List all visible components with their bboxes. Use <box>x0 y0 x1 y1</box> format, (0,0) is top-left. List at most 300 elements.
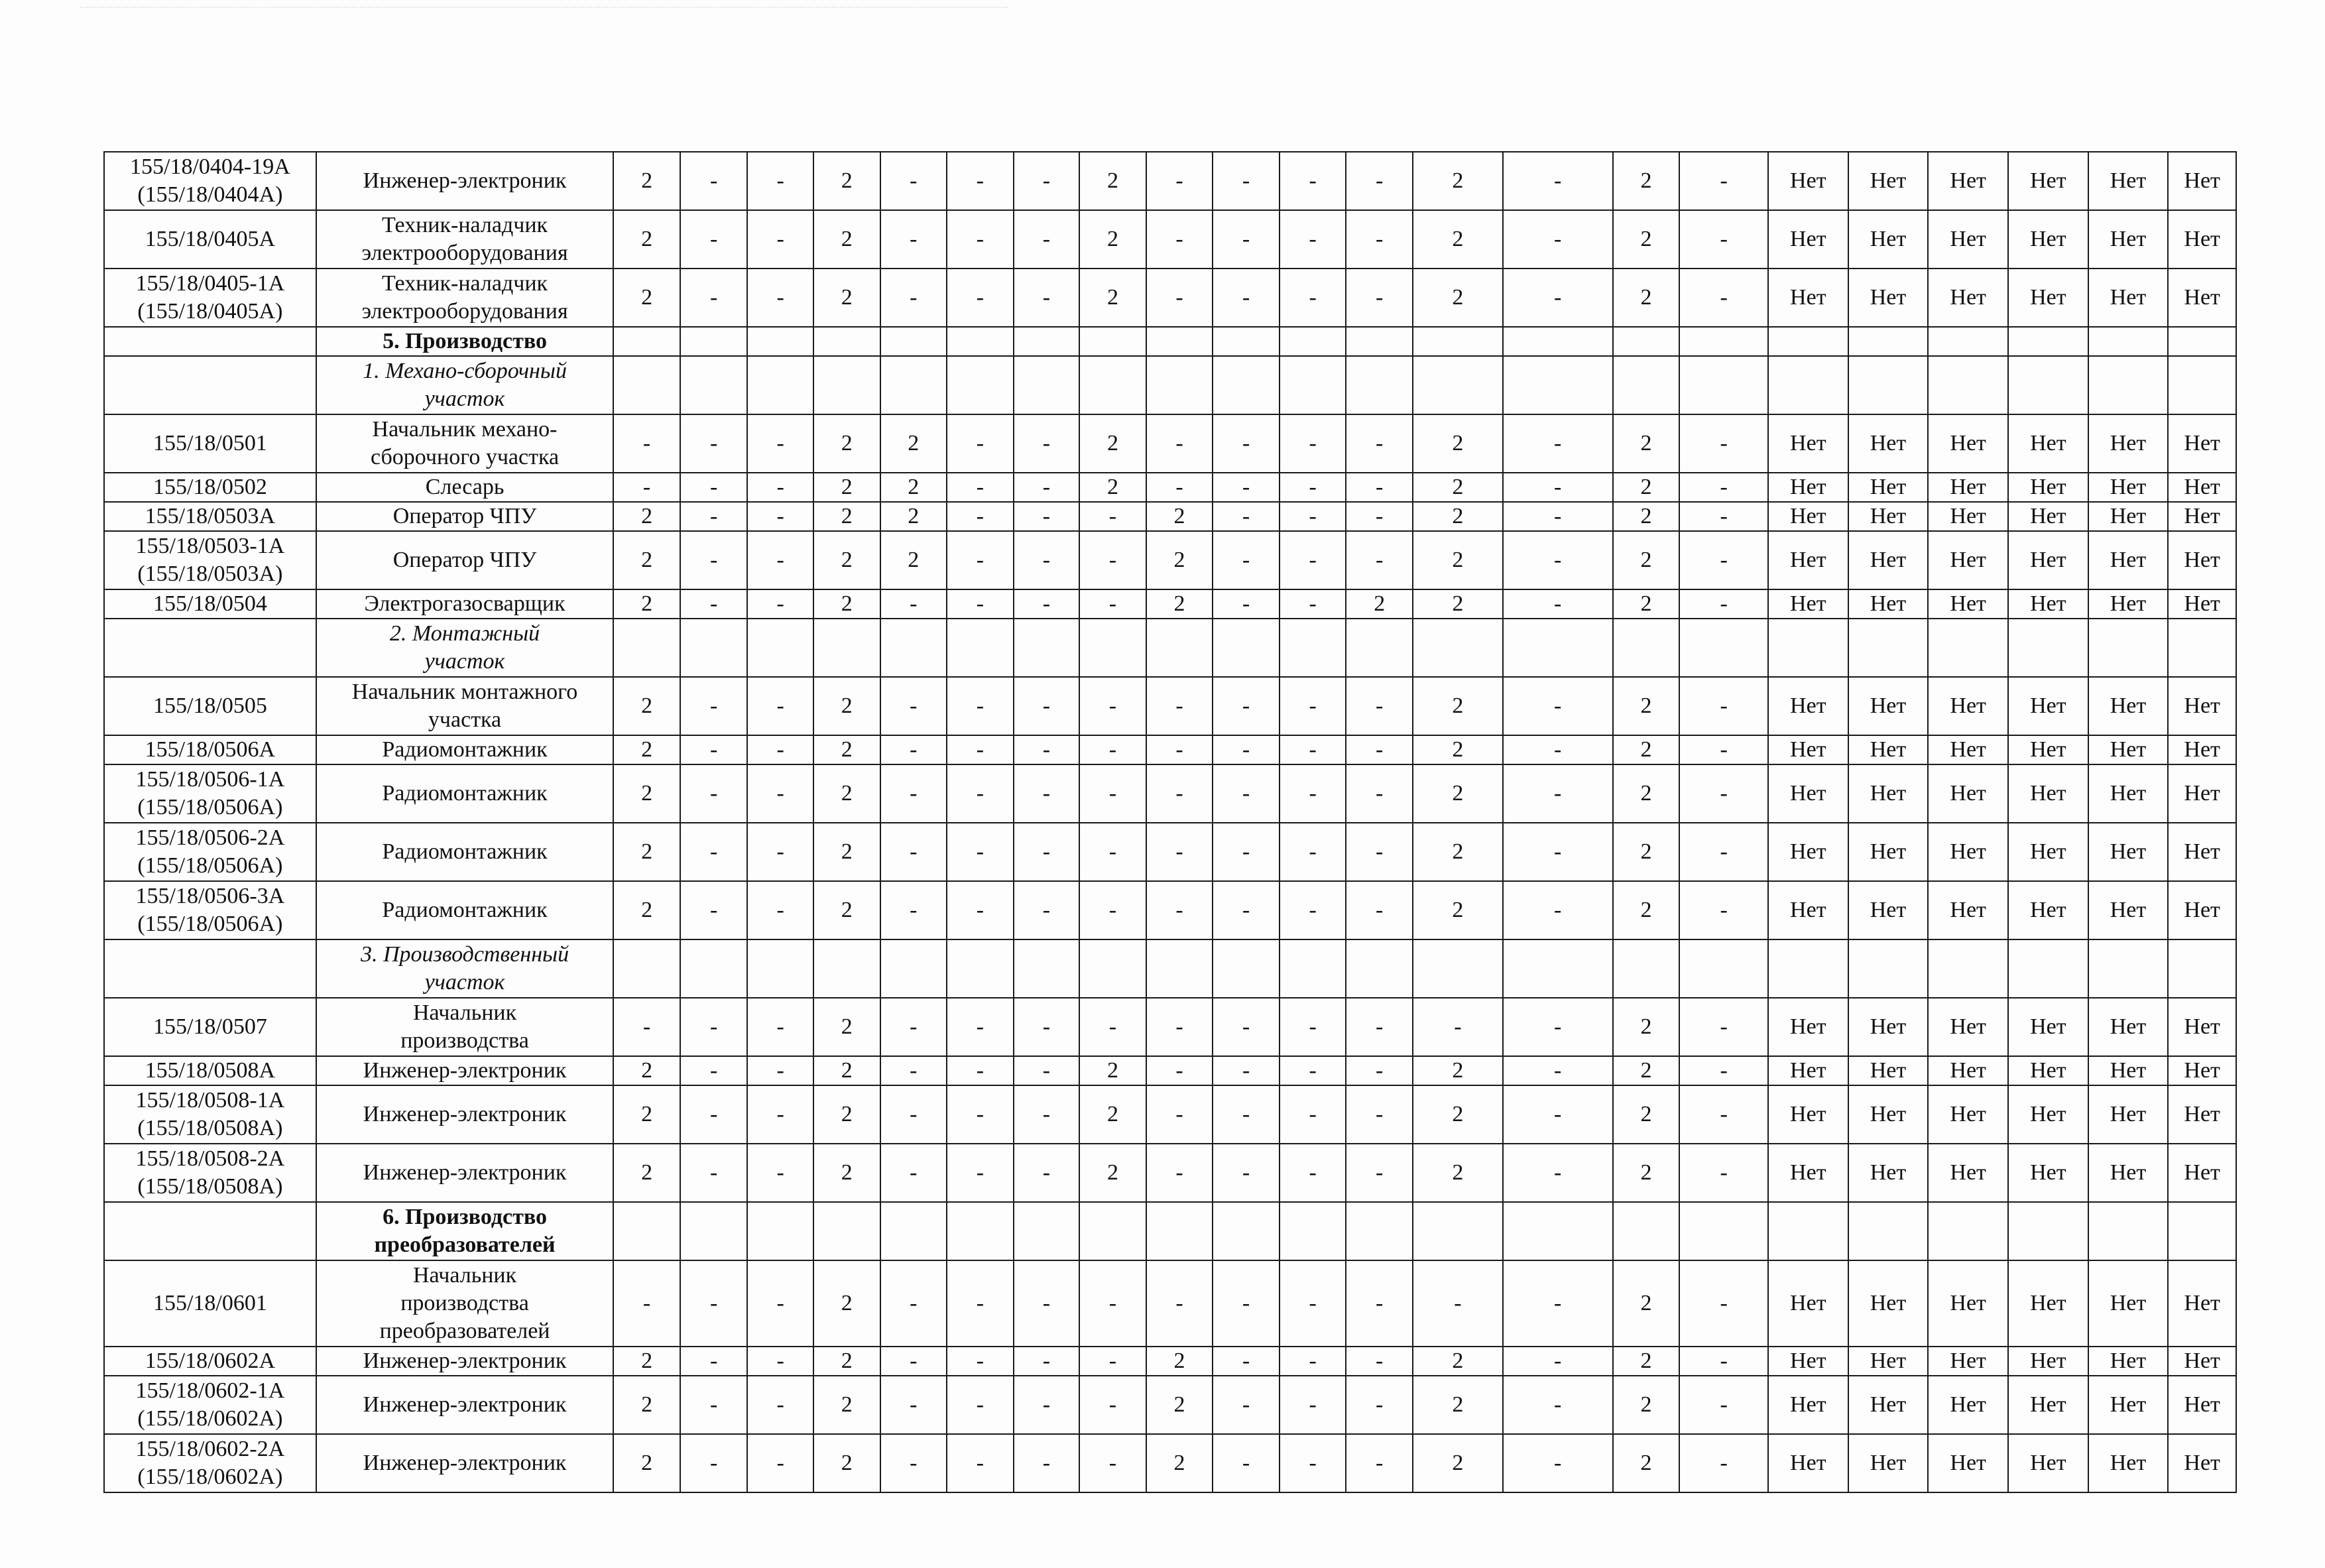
yes-no-cell: Нет <box>1768 210 1848 269</box>
class-value-cell: 2 <box>1413 1434 1503 1492</box>
class-value-cell: 2 <box>813 414 880 473</box>
yes-no-cell: Нет <box>2008 1434 2088 1492</box>
class-value-cell: - <box>947 1434 1014 1492</box>
class-value-cell: - <box>1346 881 1413 939</box>
class-value-cell: - <box>747 881 813 939</box>
position-cell: Инженер-электроник <box>316 1144 614 1202</box>
class-value-cell: 2 <box>613 1347 680 1376</box>
class-value-cell: - <box>680 531 748 589</box>
class-value-cell: - <box>747 735 813 764</box>
yes-no-cell: Нет <box>2168 881 2236 939</box>
empty-cell <box>947 327 1014 356</box>
class-value-cell: 2 <box>813 881 880 939</box>
yes-no-cell: Нет <box>1768 1260 1848 1347</box>
empty-cell <box>1848 356 1929 414</box>
class-value-cell: - <box>747 531 813 589</box>
class-value-cell: 2 <box>1079 473 1146 502</box>
class-value-cell: - <box>947 1056 1014 1085</box>
class-value-cell: - <box>1346 414 1413 473</box>
section-heading: 5. Производство <box>316 327 614 356</box>
yes-no-cell: Нет <box>2088 1085 2169 1144</box>
yes-no-cell: Нет <box>1768 589 1848 619</box>
table-row <box>104 269 2236 327</box>
empty-cell <box>1503 327 1613 356</box>
position-cell: Начальник механо- сборочного участка <box>316 414 614 473</box>
yes-no-cell: Нет <box>1928 1144 2008 1202</box>
class-value-cell: - <box>1503 589 1613 619</box>
empty-cell <box>1213 327 1280 356</box>
empty-cell <box>2088 327 2169 356</box>
yes-no-cell: Нет <box>1928 210 2008 269</box>
class-value-cell: - <box>680 735 748 764</box>
class-value-cell: - <box>1679 414 1768 473</box>
yes-no-cell: Нет <box>2008 764 2088 823</box>
class-value-cell: - <box>1503 764 1613 823</box>
class-value-cell: - <box>1503 677 1613 735</box>
class-value-cell: - <box>880 210 947 269</box>
yes-no-cell: Нет <box>2008 473 2088 502</box>
class-value-cell: 2 <box>1079 210 1146 269</box>
empty-cell <box>2168 619 2236 677</box>
class-value-cell: - <box>1014 1056 1080 1085</box>
yes-no-cell: Нет <box>1848 764 1929 823</box>
empty-cell <box>880 619 947 677</box>
empty-cell <box>2168 356 2236 414</box>
class-value-cell: - <box>1346 735 1413 764</box>
position-cell: Инженер-электроник <box>316 1085 614 1144</box>
workplace-code-cell: 155/18/0502 <box>104 473 316 502</box>
empty-cell <box>2088 939 2169 998</box>
empty-cell <box>1213 939 1280 998</box>
yes-no-cell: Нет <box>1928 998 2008 1056</box>
class-value-cell: - <box>1280 1085 1346 1144</box>
workplace-code-cell: 155/18/0506-1А (155/18/0506А) <box>104 764 316 823</box>
table-row <box>104 1434 2236 1492</box>
yes-no-cell: Нет <box>2088 1376 2169 1434</box>
empty-cell <box>1280 939 1346 998</box>
empty-cell <box>680 1202 748 1260</box>
class-value-cell: 2 <box>613 677 680 735</box>
yes-no-cell: Нет <box>1768 152 1848 210</box>
class-value-cell: - <box>1679 589 1768 619</box>
class-value-cell: - <box>1146 764 1213 823</box>
class-value-cell: - <box>880 998 947 1056</box>
class-value-cell: 2 <box>613 152 680 210</box>
class-value-cell: - <box>1346 1376 1413 1434</box>
class-value-cell: - <box>1503 1376 1613 1434</box>
yes-no-cell: Нет <box>1928 1434 2008 1492</box>
class-value-cell: 2 <box>1079 1144 1146 1202</box>
class-value-cell: - <box>947 1260 1014 1347</box>
class-value-cell: - <box>1146 473 1213 502</box>
class-value-cell: 2 <box>813 269 880 327</box>
yes-no-cell: Нет <box>2088 881 2169 939</box>
class-value-cell: - <box>1213 531 1280 589</box>
class-value-cell: 2 <box>1413 414 1503 473</box>
empty-cell <box>813 1202 880 1260</box>
empty-cell <box>2088 619 2169 677</box>
class-value-cell: 2 <box>613 1144 680 1202</box>
empty-cell <box>1146 939 1213 998</box>
class-value-cell: - <box>947 823 1014 881</box>
yes-no-cell: Нет <box>2168 589 2236 619</box>
table-row <box>104 1202 2236 1260</box>
yes-no-cell: Нет <box>1848 1144 1929 1202</box>
position-cell: Инженер-электроник <box>316 152 614 210</box>
yes-no-cell: Нет <box>2008 531 2088 589</box>
yes-no-cell: Нет <box>2008 1056 2088 1085</box>
class-value-cell: - <box>747 1085 813 1144</box>
class-value-cell: 2 <box>1413 764 1503 823</box>
class-value-cell: - <box>880 1260 947 1347</box>
class-value-cell: - <box>1503 531 1613 589</box>
class-value-cell: - <box>1679 1376 1768 1434</box>
empty-cell <box>747 327 813 356</box>
class-value-cell: 2 <box>1346 589 1413 619</box>
class-value-cell: - <box>1280 677 1346 735</box>
class-value-cell: 2 <box>813 998 880 1056</box>
yes-no-cell: Нет <box>2168 735 2236 764</box>
empty-cell <box>813 939 880 998</box>
empty-cell <box>1613 619 1680 677</box>
class-value-cell: - <box>1014 152 1080 210</box>
class-value-cell: - <box>1280 152 1346 210</box>
class-value-cell: - <box>1346 764 1413 823</box>
empty-cell <box>880 356 947 414</box>
empty-cell <box>1213 356 1280 414</box>
table-row <box>104 881 2236 939</box>
class-value-cell: - <box>1280 1347 1346 1376</box>
class-value-cell: - <box>1014 269 1080 327</box>
class-value-cell: 2 <box>813 1347 880 1376</box>
class-value-cell: - <box>1679 152 1768 210</box>
yes-no-cell: Нет <box>2008 735 2088 764</box>
yes-no-cell: Нет <box>2088 1347 2169 1376</box>
class-value-cell: - <box>680 1376 748 1434</box>
class-value-cell: 2 <box>1413 473 1503 502</box>
empty-cell <box>747 939 813 998</box>
class-value-cell: 2 <box>613 210 680 269</box>
class-value-cell: - <box>1280 735 1346 764</box>
class-value-cell: - <box>747 1260 813 1347</box>
class-value-cell: - <box>747 823 813 881</box>
class-value-cell: - <box>1679 998 1768 1056</box>
class-value-cell: - <box>680 881 748 939</box>
class-value-cell: - <box>1213 210 1280 269</box>
empty-cell <box>1213 619 1280 677</box>
class-value-cell: - <box>947 735 1014 764</box>
empty-cell <box>104 939 316 998</box>
class-value-cell: 2 <box>813 735 880 764</box>
table-row <box>104 473 2236 502</box>
class-value-cell: - <box>747 502 813 531</box>
class-value-cell: - <box>1280 881 1346 939</box>
class-value-cell: - <box>1346 1347 1413 1376</box>
subsection-heading: 2. Монтажный участок <box>316 619 614 677</box>
empty-cell <box>1928 356 2008 414</box>
empty-cell <box>2008 619 2088 677</box>
class-value-cell: 2 <box>813 1085 880 1144</box>
empty-cell <box>1014 619 1080 677</box>
yes-no-cell: Нет <box>2168 1347 2236 1376</box>
class-value-cell: - <box>1014 998 1080 1056</box>
class-value-cell: - <box>1213 998 1280 1056</box>
empty-cell <box>1679 327 1768 356</box>
yes-no-cell: Нет <box>2008 677 2088 735</box>
class-value-cell: 2 <box>1613 502 1680 531</box>
class-value-cell: - <box>1346 677 1413 735</box>
class-value-cell: 2 <box>1413 531 1503 589</box>
yes-no-cell: Нет <box>2168 1434 2236 1492</box>
class-value-cell: - <box>1280 764 1346 823</box>
class-value-cell: - <box>680 1260 748 1347</box>
yes-no-cell: Нет <box>1768 473 1848 502</box>
empty-cell <box>1079 327 1146 356</box>
class-value-cell: - <box>1503 1347 1613 1376</box>
yes-no-cell: Нет <box>1848 531 1929 589</box>
class-value-cell: - <box>613 998 680 1056</box>
table-body <box>104 152 2236 1492</box>
yes-no-cell: Нет <box>2168 677 2236 735</box>
empty-cell <box>1014 356 1080 414</box>
empty-cell <box>1679 939 1768 998</box>
class-value-cell: - <box>1346 1144 1413 1202</box>
class-value-cell: 2 <box>1079 269 1146 327</box>
position-cell: Радиомонтажник <box>316 881 614 939</box>
table-row <box>104 619 2236 677</box>
class-value-cell: 2 <box>1079 414 1146 473</box>
class-value-cell: - <box>1503 881 1613 939</box>
empty-cell <box>1079 356 1146 414</box>
empty-cell <box>1079 619 1146 677</box>
workplace-code-cell: 155/18/0508-1А (155/18/0508А) <box>104 1085 316 1144</box>
yes-no-cell: Нет <box>1928 152 2008 210</box>
empty-cell <box>680 356 748 414</box>
yes-no-cell: Нет <box>2008 1085 2088 1144</box>
empty-cell <box>613 327 680 356</box>
class-value-cell: 2 <box>1413 502 1503 531</box>
class-value-cell: - <box>680 210 748 269</box>
empty-cell <box>1613 1202 1680 1260</box>
class-value-cell: - <box>1503 210 1613 269</box>
yes-no-cell: Нет <box>2168 764 2236 823</box>
class-value-cell: - <box>1079 735 1146 764</box>
class-value-cell: 2 <box>613 502 680 531</box>
empty-cell <box>1928 327 2008 356</box>
empty-cell <box>1768 939 1848 998</box>
yes-no-cell: Нет <box>1928 677 2008 735</box>
empty-cell <box>1346 619 1413 677</box>
empty-cell <box>813 327 880 356</box>
class-value-cell: - <box>747 998 813 1056</box>
class-value-cell: - <box>680 764 748 823</box>
class-value-cell: - <box>1346 269 1413 327</box>
empty-cell <box>2168 327 2236 356</box>
class-value-cell: 2 <box>1413 1056 1503 1085</box>
yes-no-cell: Нет <box>1848 473 1929 502</box>
class-value-cell: - <box>1213 1434 1280 1492</box>
position-cell: Оператор ЧПУ <box>316 531 614 589</box>
yes-no-cell: Нет <box>2168 823 2236 881</box>
yes-no-cell: Нет <box>1848 1056 1929 1085</box>
yes-no-cell: Нет <box>1848 998 1929 1056</box>
class-value-cell: - <box>1014 1376 1080 1434</box>
class-value-cell: - <box>1280 210 1346 269</box>
empty-cell <box>1213 1202 1280 1260</box>
yes-no-cell: Нет <box>2168 531 2236 589</box>
empty-cell <box>947 356 1014 414</box>
empty-cell <box>613 939 680 998</box>
class-value-cell: - <box>680 823 748 881</box>
class-value-cell: - <box>1213 269 1280 327</box>
class-value-cell: - <box>1503 1085 1613 1144</box>
empty-cell <box>1768 619 1848 677</box>
class-value-cell: - <box>747 152 813 210</box>
yes-no-cell: Нет <box>2088 1056 2169 1085</box>
yes-no-cell: Нет <box>1768 881 1848 939</box>
class-value-cell: - <box>1014 764 1080 823</box>
empty-cell <box>1014 1202 1080 1260</box>
table-row <box>104 502 2236 531</box>
yes-no-cell: Нет <box>2088 998 2169 1056</box>
class-value-cell: - <box>1280 531 1346 589</box>
yes-no-cell: Нет <box>2168 269 2236 327</box>
position-cell: Инженер-электроник <box>316 1347 614 1376</box>
workplace-code-cell: 155/18/0504 <box>104 589 316 619</box>
class-value-cell: - <box>880 677 947 735</box>
position-cell: Радиомонтажник <box>316 823 614 881</box>
yes-no-cell: Нет <box>2088 764 2169 823</box>
class-value-cell: 2 <box>1413 269 1503 327</box>
table-row <box>104 677 2236 735</box>
class-value-cell: 2 <box>1613 1260 1680 1347</box>
class-value-cell: - <box>947 1347 1014 1376</box>
class-value-cell: - <box>1213 589 1280 619</box>
class-value-cell: - <box>1679 735 1768 764</box>
table-row <box>104 210 2236 269</box>
table-row <box>104 823 2236 881</box>
class-value-cell: 2 <box>613 531 680 589</box>
class-value-cell: - <box>1280 502 1346 531</box>
empty-cell <box>2088 356 2169 414</box>
class-value-cell: 2 <box>880 502 947 531</box>
class-value-cell: - <box>1503 735 1613 764</box>
class-value-cell: - <box>1079 531 1146 589</box>
class-value-cell: 2 <box>1079 1056 1146 1085</box>
class-value-cell: - <box>1503 473 1613 502</box>
class-value-cell: 2 <box>1413 823 1503 881</box>
yes-no-cell: Нет <box>1848 823 1929 881</box>
class-value-cell: 2 <box>1613 210 1680 269</box>
yes-no-cell: Нет <box>2008 414 2088 473</box>
class-value-cell: - <box>947 998 1014 1056</box>
class-value-cell: 2 <box>1613 1085 1680 1144</box>
class-value-cell: - <box>880 1085 947 1144</box>
empty-cell <box>1280 356 1346 414</box>
class-value-cell: - <box>747 1434 813 1492</box>
class-value-cell: - <box>680 1056 748 1085</box>
yes-no-cell: Нет <box>1768 531 1848 589</box>
class-value-cell: - <box>1014 1434 1080 1492</box>
class-value-cell: - <box>1679 531 1768 589</box>
yes-no-cell: Нет <box>1848 210 1929 269</box>
yes-no-cell: Нет <box>1768 998 1848 1056</box>
class-value-cell: - <box>947 210 1014 269</box>
class-value-cell: - <box>1679 1434 1768 1492</box>
class-value-cell: - <box>880 1056 947 1085</box>
class-value-cell: - <box>1503 502 1613 531</box>
class-value-cell: - <box>947 269 1014 327</box>
table-row <box>104 1347 2236 1376</box>
class-value-cell: - <box>747 1347 813 1376</box>
position-cell: Электрогазосварщик <box>316 589 614 619</box>
class-value-cell: - <box>880 1347 947 1376</box>
yes-no-cell: Нет <box>1768 1347 1848 1376</box>
empty-cell <box>1848 939 1929 998</box>
position-cell: Начальник производства преобразователей <box>316 1260 614 1347</box>
class-value-cell: 2 <box>1613 1434 1680 1492</box>
class-value-cell: 2 <box>813 1056 880 1085</box>
class-value-cell: - <box>1014 823 1080 881</box>
empty-cell <box>1848 327 1929 356</box>
class-value-cell: - <box>1079 1260 1146 1347</box>
class-value-cell: - <box>680 1347 748 1376</box>
empty-cell <box>1768 356 1848 414</box>
yes-no-cell: Нет <box>2088 677 2169 735</box>
yes-no-cell: Нет <box>2168 414 2236 473</box>
class-value-cell: - <box>1213 502 1280 531</box>
class-value-cell: - <box>1213 1085 1280 1144</box>
class-value-cell: - <box>1014 881 1080 939</box>
yes-no-cell: Нет <box>2008 269 2088 327</box>
class-value-cell: - <box>1146 210 1213 269</box>
class-value-cell: - <box>1079 1376 1146 1434</box>
class-value-cell: - <box>1280 1376 1346 1434</box>
scan-artifact <box>80 7 1008 13</box>
yes-no-cell: Нет <box>1928 473 2008 502</box>
class-value-cell: - <box>1014 1085 1080 1144</box>
class-value-cell: - <box>680 1144 748 1202</box>
yes-no-cell: Нет <box>2088 1260 2169 1347</box>
class-value-cell: - <box>747 269 813 327</box>
yes-no-cell: Нет <box>2168 210 2236 269</box>
class-value-cell: - <box>1014 589 1080 619</box>
class-value-cell: - <box>1014 735 1080 764</box>
class-value-cell: - <box>1146 1260 1213 1347</box>
empty-cell <box>2008 327 2088 356</box>
table-row <box>104 531 2236 589</box>
class-value-cell: 2 <box>1613 531 1680 589</box>
yes-no-cell: Нет <box>1768 677 1848 735</box>
yes-no-cell: Нет <box>1928 269 2008 327</box>
empty-cell <box>613 1202 680 1260</box>
yes-no-cell: Нет <box>1848 881 1929 939</box>
class-value-cell: - <box>880 589 947 619</box>
yes-no-cell: Нет <box>2168 502 2236 531</box>
class-value-cell: - <box>1679 677 1768 735</box>
yes-no-cell: Нет <box>1848 414 1929 473</box>
table-row <box>104 356 2236 414</box>
class-value-cell: 2 <box>813 502 880 531</box>
class-value-cell: - <box>947 589 1014 619</box>
yes-no-cell: Нет <box>1768 414 1848 473</box>
class-value-cell: - <box>880 823 947 881</box>
class-value-cell: - <box>1146 881 1213 939</box>
empty-cell <box>1768 1202 1848 1260</box>
class-value-cell: - <box>1346 1260 1413 1347</box>
workplace-code-cell: 155/18/0506-3А (155/18/0506А) <box>104 881 316 939</box>
subsection-heading: 1. Механо-сборочный участок <box>316 356 614 414</box>
